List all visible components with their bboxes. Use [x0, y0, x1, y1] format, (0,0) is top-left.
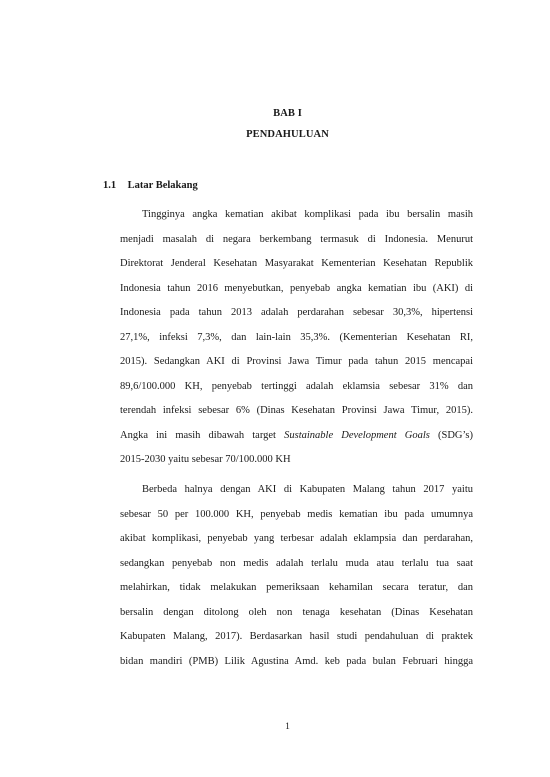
text-line: 89,6/100.000 KH, penyebab tertinggi adalah eklamsia sebesar 31% dan: [120, 380, 473, 392]
paragraph-1: [120, 208, 473, 478]
text-line: 2015). Sedangkan AKI di Provinsi Jawa Timur pada tahun 2015 mencapai: [120, 356, 473, 367]
text-line: Kabupaten Malang, 2017). Berdasarkan hasil studi pendahuluan di praktek: [120, 631, 473, 642]
section-title: Latar Belakang: [127, 180, 198, 191]
section-heading: [103, 180, 198, 191]
text-line: Berbeda halnya dengan AKI di Kabupaten Malang tahun 2017 yaitu: [142, 484, 473, 495]
text-line: sedangkan penyebab non medis adalah terlalu muda atau terlalu tua saat: [120, 557, 473, 569]
text-line: melahirkan, tidak melakukan pemeriksaan kehamilan secara teratur, dan: [120, 582, 473, 593]
text-line: 27,1%, infeksi 7,3%, dan lain-lain 35,3%. (Kementerian Kesehatan RI,: [120, 331, 473, 343]
chapter-number: BAB I: [273, 108, 302, 119]
page-number: 1: [285, 722, 290, 732]
chapter-title: PENDAHULUAN: [246, 129, 329, 140]
italic-term: Sustainable Development Goals: [284, 429, 430, 441]
text-line: menjadi masalah di negara berkembang termasuk di Indonesia. Menurut: [120, 233, 473, 245]
text-segment: Angka ini masih dibawah target: [120, 429, 285, 441]
section-number: 1.1: [103, 180, 117, 191]
text-line: Indonesia tahun 2016 menyebutkan, penyebab angka kematian ibu (AKI) di: [120, 282, 473, 294]
text-line: sebesar 50 per 100.000 KH, penyebab medis kematian ibu pada umumnya: [120, 508, 473, 520]
text-line: Direktorat Jenderal Kesehatan Masyarakat Kementerian Kesehatan Republik: [120, 258, 473, 269]
text-segment: (SDG’s): [429, 429, 473, 441]
text-line: terendah infeksi sebesar 6% (Dinas Kesehatan Provinsi Jawa Timur, 2015).: [120, 405, 473, 416]
text-line: bersalin dengan ditolong oleh non tenaga kesehatan (Dinas Kesehatan: [120, 606, 473, 618]
text-line: bidan mandiri (PMB) Lilik Agustina Amd. keb pada bulan Februari hingga: [120, 655, 473, 667]
text-line-with-italic: [120, 429, 473, 454]
text-line: Indonesia pada tahun 2013 adalah perdarahan sebesar 30,3%, hipertensi: [120, 307, 473, 318]
paragraph-2: [120, 483, 473, 679]
text-line: Tingginya angka kematian akibat komplikasi pada ibu bersalin masih: [142, 209, 473, 220]
text-line: 2015-2030 yaitu sebesar 70/100.000 KH: [120, 454, 291, 465]
text-line: akibat komplikasi, penyebab yang terbesar adalah eklampsia dan perdarahan,: [120, 533, 473, 544]
